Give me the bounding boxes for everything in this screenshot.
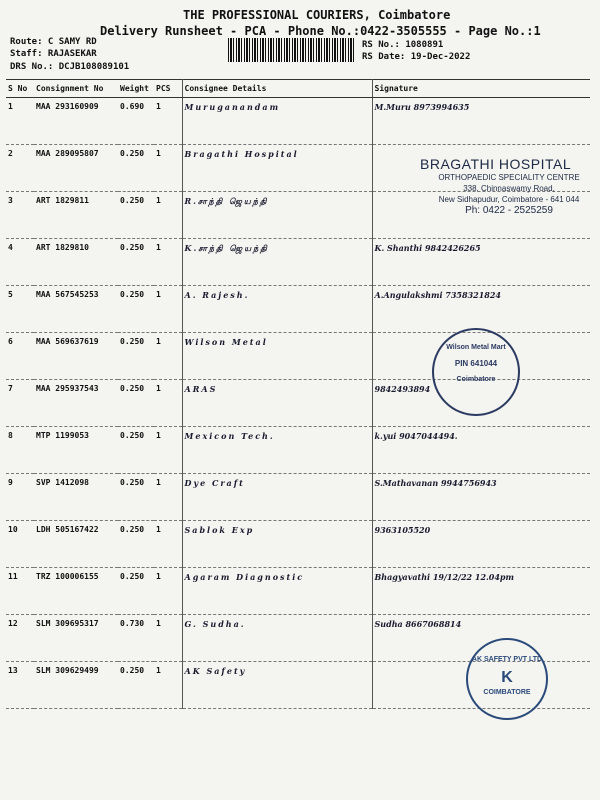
cell-consignee: R.சாந்தி ஜெயந்தி xyxy=(182,192,372,239)
cell-consignee: Bragathi Hospital xyxy=(182,145,372,192)
table-row xyxy=(6,427,590,474)
cell-consignment: MTP 1199053 xyxy=(34,427,118,474)
col-sno: S No xyxy=(6,80,34,98)
cell-weight: 0.250 xyxy=(118,662,154,709)
cell-sno: 1 xyxy=(6,98,34,145)
cell-consignee: A. Rajesh. xyxy=(182,286,372,333)
cell-pcs: 1 xyxy=(154,98,182,145)
cell-signature: K. Shanthi 9842426265 xyxy=(372,239,590,286)
cell-consignment: ART 1829810 xyxy=(34,239,118,286)
rs-number: RS No.: 1080891 xyxy=(362,40,444,50)
col-consignee: Consignee Details xyxy=(182,80,372,98)
wilson-seal-city: Coimbatore xyxy=(456,376,496,383)
cell-consignee: G. Sudha. xyxy=(182,615,372,662)
cell-sno: 12 xyxy=(6,615,34,662)
hospital-stamp xyxy=(420,156,598,216)
table-row xyxy=(6,474,590,521)
staff-label: Staff: RAJASEKAR xyxy=(10,49,97,59)
ak-safety-seal xyxy=(466,638,548,720)
cell-consignee: ARAS xyxy=(182,380,372,427)
cell-consignee: AK Safety xyxy=(182,662,372,709)
cell-pcs: 1 xyxy=(154,427,182,474)
table-row xyxy=(6,568,590,615)
cell-pcs: 1 xyxy=(154,521,182,568)
cell-pcs: 1 xyxy=(154,474,182,521)
cell-consignment: TRZ 100006155 xyxy=(34,568,118,615)
hospital-phone: Ph: 0422 - 2525259 xyxy=(465,205,553,216)
cell-consignee: Dye Craft xyxy=(182,474,372,521)
cell-pcs: 1 xyxy=(154,568,182,615)
cell-pcs: 1 xyxy=(154,333,182,380)
cell-signature: M.Muru 8973994635 xyxy=(372,98,590,145)
hospital-name: BRAGATHI HOSPITAL xyxy=(420,156,572,172)
ak-seal-logo-icon: K xyxy=(501,669,513,686)
cell-consignment: MAA 569637619 xyxy=(34,333,118,380)
cell-weight: 0.250 xyxy=(118,427,154,474)
cell-consignee: Mexicon Tech. xyxy=(182,427,372,474)
cell-weight: 0.690 xyxy=(118,98,154,145)
company-title: THE PROFESSIONAL COURIERS, Coimbatore xyxy=(183,8,451,22)
cell-pcs: 1 xyxy=(154,380,182,427)
route-label: Route: C SAMY RD xyxy=(10,37,97,47)
cell-pcs: 1 xyxy=(154,615,182,662)
cell-sno: 10 xyxy=(6,521,34,568)
cell-consignment: SLM 309629499 xyxy=(34,662,118,709)
col-signature: Signature xyxy=(372,80,590,98)
cell-consignment: LDH 505167422 xyxy=(34,521,118,568)
wilson-seal-pin: PIN 641044 xyxy=(454,359,498,368)
cell-consignment: ART 1829811 xyxy=(34,192,118,239)
cell-weight: 0.250 xyxy=(118,239,154,286)
table-row xyxy=(6,286,590,333)
cell-pcs: 1 xyxy=(154,145,182,192)
cell-pcs: 1 xyxy=(154,662,182,709)
table-row xyxy=(6,239,590,286)
ak-seal-name: AK SAFETY PVT LTD xyxy=(471,656,543,663)
cell-consignment: MAA 293160909 xyxy=(34,98,118,145)
cell-pcs: 1 xyxy=(154,239,182,286)
cell-signature: Bhagyavathi 19/12/22 12.04pm xyxy=(372,568,590,615)
wilson-metal-seal xyxy=(432,328,520,416)
cell-signature: 9842493894 xyxy=(372,380,590,427)
hospital-address-1: 338, Chinnaswamy Road, xyxy=(463,184,555,193)
cell-weight: 0.250 xyxy=(118,521,154,568)
cell-weight: 0.250 xyxy=(118,474,154,521)
cell-signature: Sudha 8667068814 xyxy=(372,615,590,662)
cell-consignment: MAA 295937543 xyxy=(34,380,118,427)
cell-weight: 0.250 xyxy=(118,192,154,239)
cell-signature: A.Angulakshmi 7358321824 xyxy=(372,286,590,333)
cell-consignee: Sablok Exp xyxy=(182,521,372,568)
cell-consignment: MAA 289095807 xyxy=(34,145,118,192)
runsheet-title: Delivery Runsheet - PCA - Phone No.:0422-3505555 - Page No.:1 xyxy=(100,24,541,38)
table-row xyxy=(6,521,590,568)
hospital-address-2: New Sidhapudur, Coimbatore - 641 044 xyxy=(438,195,580,204)
cell-weight: 0.250 xyxy=(118,286,154,333)
cell-sno: 7 xyxy=(6,380,34,427)
cell-sno: 2 xyxy=(6,145,34,192)
cell-weight: 0.250 xyxy=(118,333,154,380)
ak-seal-city: COIMBATORE xyxy=(483,689,531,696)
cell-consignment: SLM 309695317 xyxy=(34,615,118,662)
cell-consignment: MAA 567545253 xyxy=(34,286,118,333)
cell-consignee: Wilson Metal xyxy=(182,333,372,380)
col-pcs: PCS xyxy=(154,80,182,98)
table-row xyxy=(6,98,590,145)
col-weight: Weight xyxy=(118,80,154,98)
cell-sno: 11 xyxy=(6,568,34,615)
cell-weight: 0.730 xyxy=(118,615,154,662)
cell-sno: 5 xyxy=(6,286,34,333)
table-header xyxy=(6,80,590,98)
col-consignment: Consignment No xyxy=(34,80,118,98)
cell-signature: k.yui 9047044494. xyxy=(372,427,590,474)
cell-sno: 3 xyxy=(6,192,34,239)
cell-signature: S.Mathavanan 9944756943 xyxy=(372,474,590,521)
cell-consignee: Agaram Diagnostic xyxy=(182,568,372,615)
cell-consignee: Muruganandam xyxy=(182,98,372,145)
cell-sno: 9 xyxy=(6,474,34,521)
rs-date: RS Date: 19-Dec-2022 xyxy=(362,52,471,62)
cell-sno: 13 xyxy=(6,662,34,709)
cell-sno: 6 xyxy=(6,333,34,380)
cell-signature: 9363105520 xyxy=(372,521,590,568)
cell-pcs: 1 xyxy=(154,192,182,239)
cell-weight: 0.250 xyxy=(118,145,154,192)
cell-sno: 4 xyxy=(6,239,34,286)
cell-consignee: K.சாந்தி ஜெயந்தி xyxy=(182,239,372,286)
cell-consignment: SVP 1412098 xyxy=(34,474,118,521)
drs-number: DRS No.: DCJB108089101 xyxy=(10,62,130,72)
wilson-seal-name: Wilson Metal Mart xyxy=(446,344,506,351)
cell-pcs: 1 xyxy=(154,286,182,333)
cell-weight: 0.250 xyxy=(118,380,154,427)
cell-weight: 0.250 xyxy=(118,568,154,615)
cell-sno: 8 xyxy=(6,427,34,474)
barcode xyxy=(228,38,356,62)
hospital-dept: ORTHOPAEDIC SPECIALITY CENTRE xyxy=(438,173,580,182)
